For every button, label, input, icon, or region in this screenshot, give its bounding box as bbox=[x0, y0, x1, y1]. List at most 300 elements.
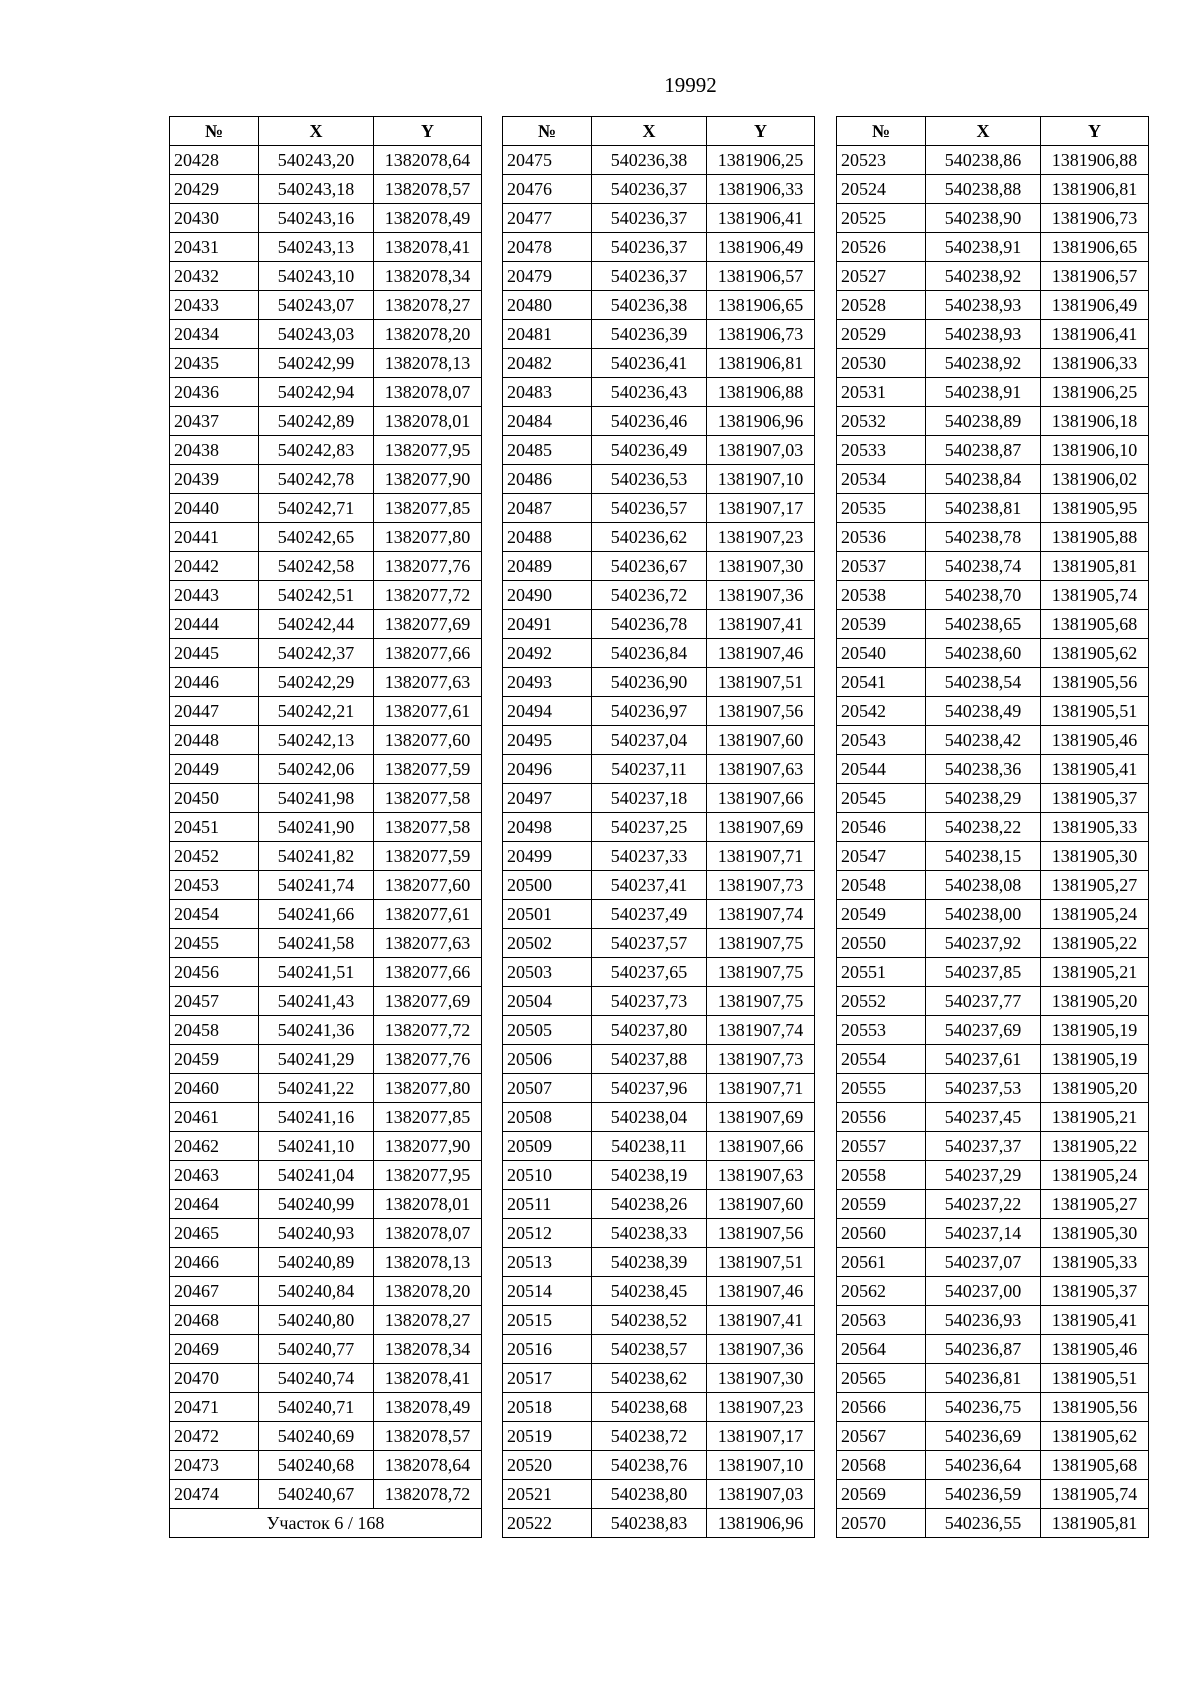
table-header-row bbox=[170, 117, 482, 146]
point-number: 20454 bbox=[170, 900, 259, 929]
table-row bbox=[503, 842, 815, 871]
y-coordinate: 1382077,69 bbox=[374, 610, 482, 639]
x-coordinate: 540236,84 bbox=[592, 639, 707, 668]
point-number: 20443 bbox=[170, 581, 259, 610]
table-row bbox=[170, 552, 482, 581]
y-coordinate: 1381906,73 bbox=[1041, 204, 1149, 233]
y-coordinate: 1381906,41 bbox=[707, 204, 815, 233]
point-number: 20489 bbox=[503, 552, 592, 581]
y-coordinate: 1381906,49 bbox=[707, 233, 815, 262]
point-number: 20450 bbox=[170, 784, 259, 813]
table-row bbox=[837, 726, 1149, 755]
y-coordinate: 1381907,69 bbox=[707, 1103, 815, 1132]
point-number: 20476 bbox=[503, 175, 592, 204]
point-number: 20432 bbox=[170, 262, 259, 291]
table-row bbox=[837, 1422, 1149, 1451]
y-coordinate: 1381905,37 bbox=[1041, 1277, 1149, 1306]
table-row bbox=[503, 320, 815, 349]
point-number: 20509 bbox=[503, 1132, 592, 1161]
y-coordinate: 1381905,68 bbox=[1041, 1451, 1149, 1480]
y-coordinate: 1382078,27 bbox=[374, 1306, 482, 1335]
table-row bbox=[170, 1335, 482, 1364]
x-coordinate: 540242,78 bbox=[259, 465, 374, 494]
table-row bbox=[503, 755, 815, 784]
coordinates-table-2 bbox=[502, 116, 815, 1538]
y-coordinate: 1382077,63 bbox=[374, 668, 482, 697]
x-coordinate: 540241,98 bbox=[259, 784, 374, 813]
point-number: 20464 bbox=[170, 1190, 259, 1219]
y-coordinate: 1381906,96 bbox=[707, 1509, 815, 1538]
y-coordinate: 1381907,51 bbox=[707, 1248, 815, 1277]
table-row bbox=[503, 813, 815, 842]
table-row bbox=[503, 784, 815, 813]
point-number: 20514 bbox=[503, 1277, 592, 1306]
point-number: 20475 bbox=[503, 146, 592, 175]
table-row bbox=[503, 1277, 815, 1306]
point-number: 20494 bbox=[503, 697, 592, 726]
table-row bbox=[837, 813, 1149, 842]
x-coordinate: 540236,67 bbox=[592, 552, 707, 581]
point-number: 20499 bbox=[503, 842, 592, 871]
point-number: 20538 bbox=[837, 581, 926, 610]
y-coordinate: 1381907,30 bbox=[707, 552, 815, 581]
table-row bbox=[837, 1190, 1149, 1219]
x-coordinate: 540237,22 bbox=[926, 1190, 1041, 1219]
x-coordinate: 540238,91 bbox=[926, 378, 1041, 407]
point-number: 20543 bbox=[837, 726, 926, 755]
point-number: 20483 bbox=[503, 378, 592, 407]
table-row bbox=[170, 929, 482, 958]
x-coordinate: 540238,15 bbox=[926, 842, 1041, 871]
x-coordinate: 540238,72 bbox=[592, 1422, 707, 1451]
y-coordinate: 1382077,59 bbox=[374, 842, 482, 871]
x-coordinate: 540240,68 bbox=[259, 1451, 374, 1480]
table-row bbox=[503, 639, 815, 668]
x-coordinate: 540238,29 bbox=[926, 784, 1041, 813]
x-coordinate: 540238,19 bbox=[592, 1161, 707, 1190]
table-row bbox=[170, 1161, 482, 1190]
x-coordinate: 540236,64 bbox=[926, 1451, 1041, 1480]
x-coordinate: 540237,41 bbox=[592, 871, 707, 900]
point-number: 20559 bbox=[837, 1190, 926, 1219]
point-number: 20473 bbox=[170, 1451, 259, 1480]
point-number: 20517 bbox=[503, 1364, 592, 1393]
table-row bbox=[503, 436, 815, 465]
x-coordinate: 540242,58 bbox=[259, 552, 374, 581]
table-row bbox=[503, 1103, 815, 1132]
table-row bbox=[503, 581, 815, 610]
table-row bbox=[837, 639, 1149, 668]
x-coordinate: 540237,65 bbox=[592, 958, 707, 987]
y-coordinate: 1381907,41 bbox=[707, 1306, 815, 1335]
x-coordinate: 540236,49 bbox=[592, 436, 707, 465]
x-coordinate: 540236,90 bbox=[592, 668, 707, 697]
y-coordinate: 1382077,72 bbox=[374, 581, 482, 610]
point-number: 20561 bbox=[837, 1248, 926, 1277]
y-coordinate: 1381906,33 bbox=[707, 175, 815, 204]
x-coordinate: 540240,74 bbox=[259, 1364, 374, 1393]
x-coordinate: 540237,53 bbox=[926, 1074, 1041, 1103]
y-coordinate: 1381907,63 bbox=[707, 755, 815, 784]
y-coordinate: 1381907,46 bbox=[707, 639, 815, 668]
y-coordinate: 1381907,75 bbox=[707, 929, 815, 958]
point-number: 20546 bbox=[837, 813, 926, 842]
x-coordinate: 540238,60 bbox=[926, 639, 1041, 668]
point-number: 20524 bbox=[837, 175, 926, 204]
table-header-row bbox=[837, 117, 1149, 146]
y-coordinate: 1381907,10 bbox=[707, 1451, 815, 1480]
point-number: 20518 bbox=[503, 1393, 592, 1422]
table-row bbox=[170, 494, 482, 523]
table-row bbox=[503, 465, 815, 494]
x-coordinate: 540237,45 bbox=[926, 1103, 1041, 1132]
x-coordinate: 540236,87 bbox=[926, 1335, 1041, 1364]
header-y: Y bbox=[1041, 117, 1149, 146]
y-coordinate: 1381905,41 bbox=[1041, 755, 1149, 784]
point-number: 20508 bbox=[503, 1103, 592, 1132]
x-coordinate: 540242,51 bbox=[259, 581, 374, 610]
x-coordinate: 540240,93 bbox=[259, 1219, 374, 1248]
table-row bbox=[170, 523, 482, 552]
coordinates-table-3 bbox=[836, 116, 1149, 1538]
point-number: 20493 bbox=[503, 668, 592, 697]
point-number: 20533 bbox=[837, 436, 926, 465]
y-coordinate: 1381907,75 bbox=[707, 958, 815, 987]
y-coordinate: 1381905,56 bbox=[1041, 1393, 1149, 1422]
x-coordinate: 540240,80 bbox=[259, 1306, 374, 1335]
y-coordinate: 1382078,57 bbox=[374, 1422, 482, 1451]
point-number: 20531 bbox=[837, 378, 926, 407]
table-row bbox=[170, 1074, 482, 1103]
y-coordinate: 1381906,88 bbox=[1041, 146, 1149, 175]
y-coordinate: 1381907,60 bbox=[707, 726, 815, 755]
header-number: № bbox=[503, 117, 592, 146]
x-coordinate: 540238,49 bbox=[926, 697, 1041, 726]
table-row bbox=[503, 1045, 815, 1074]
x-coordinate: 540237,18 bbox=[592, 784, 707, 813]
y-coordinate: 1382078,49 bbox=[374, 1393, 482, 1422]
point-number: 20539 bbox=[837, 610, 926, 639]
point-number: 20569 bbox=[837, 1480, 926, 1509]
table-row bbox=[837, 1364, 1149, 1393]
table-row bbox=[170, 204, 482, 233]
y-coordinate: 1381906,81 bbox=[1041, 175, 1149, 204]
x-coordinate: 540242,83 bbox=[259, 436, 374, 465]
table-row bbox=[170, 175, 482, 204]
point-number: 20467 bbox=[170, 1277, 259, 1306]
y-coordinate: 1382078,27 bbox=[374, 291, 482, 320]
x-coordinate: 540240,84 bbox=[259, 1277, 374, 1306]
y-coordinate: 1381907,75 bbox=[707, 987, 815, 1016]
point-number: 20523 bbox=[837, 146, 926, 175]
y-coordinate: 1381905,22 bbox=[1041, 929, 1149, 958]
y-coordinate: 1381905,27 bbox=[1041, 871, 1149, 900]
x-coordinate: 540238,62 bbox=[592, 1364, 707, 1393]
point-number: 20536 bbox=[837, 523, 926, 552]
point-number: 20439 bbox=[170, 465, 259, 494]
table-row bbox=[837, 987, 1149, 1016]
y-coordinate: 1382078,49 bbox=[374, 204, 482, 233]
point-number: 20570 bbox=[837, 1509, 926, 1538]
x-coordinate: 540236,38 bbox=[592, 146, 707, 175]
x-coordinate: 540237,49 bbox=[592, 900, 707, 929]
x-coordinate: 540236,37 bbox=[592, 175, 707, 204]
point-number: 20560 bbox=[837, 1219, 926, 1248]
x-coordinate: 540242,44 bbox=[259, 610, 374, 639]
table-row bbox=[837, 1248, 1149, 1277]
table-row bbox=[837, 1335, 1149, 1364]
y-coordinate: 1382078,07 bbox=[374, 378, 482, 407]
table-row bbox=[170, 1480, 482, 1509]
point-number: 20488 bbox=[503, 523, 592, 552]
point-number: 20532 bbox=[837, 407, 926, 436]
table-row bbox=[837, 1509, 1149, 1538]
table-row bbox=[837, 1074, 1149, 1103]
y-coordinate: 1381907,74 bbox=[707, 1016, 815, 1045]
table-row bbox=[503, 1422, 815, 1451]
table-row bbox=[837, 1393, 1149, 1422]
table-row bbox=[170, 320, 482, 349]
table-row bbox=[170, 233, 482, 262]
y-coordinate: 1381907,56 bbox=[707, 697, 815, 726]
x-coordinate: 540241,82 bbox=[259, 842, 374, 871]
point-number: 20530 bbox=[837, 349, 926, 378]
x-coordinate: 540241,04 bbox=[259, 1161, 374, 1190]
y-coordinate: 1382077,69 bbox=[374, 987, 482, 1016]
y-coordinate: 1381905,88 bbox=[1041, 523, 1149, 552]
point-number: 20429 bbox=[170, 175, 259, 204]
x-coordinate: 540243,13 bbox=[259, 233, 374, 262]
table-row bbox=[503, 1364, 815, 1393]
y-coordinate: 1381906,49 bbox=[1041, 291, 1149, 320]
x-coordinate: 540238,89 bbox=[926, 407, 1041, 436]
x-coordinate: 540243,07 bbox=[259, 291, 374, 320]
point-number: 20486 bbox=[503, 465, 592, 494]
y-coordinate: 1381905,21 bbox=[1041, 958, 1149, 987]
y-coordinate: 1381906,81 bbox=[707, 349, 815, 378]
point-number: 20487 bbox=[503, 494, 592, 523]
point-number: 20521 bbox=[503, 1480, 592, 1509]
x-coordinate: 540242,29 bbox=[259, 668, 374, 697]
table-row bbox=[170, 1364, 482, 1393]
x-coordinate: 540236,62 bbox=[592, 523, 707, 552]
x-coordinate: 540238,39 bbox=[592, 1248, 707, 1277]
table-row bbox=[837, 175, 1149, 204]
table-row bbox=[170, 755, 482, 784]
point-number: 20548 bbox=[837, 871, 926, 900]
point-number: 20516 bbox=[503, 1335, 592, 1364]
y-coordinate: 1381905,21 bbox=[1041, 1103, 1149, 1132]
table-row bbox=[170, 1306, 482, 1335]
table-row bbox=[503, 987, 815, 1016]
table-row bbox=[503, 1161, 815, 1190]
table-row bbox=[170, 987, 482, 1016]
x-coordinate: 540238,70 bbox=[926, 581, 1041, 610]
point-number: 20474 bbox=[170, 1480, 259, 1509]
y-coordinate: 1382077,95 bbox=[374, 436, 482, 465]
point-number: 20505 bbox=[503, 1016, 592, 1045]
point-number: 20557 bbox=[837, 1132, 926, 1161]
table-row bbox=[503, 1393, 815, 1422]
y-coordinate: 1381905,30 bbox=[1041, 1219, 1149, 1248]
y-coordinate: 1381905,68 bbox=[1041, 610, 1149, 639]
x-coordinate: 540242,99 bbox=[259, 349, 374, 378]
point-number: 20434 bbox=[170, 320, 259, 349]
table-row bbox=[837, 1132, 1149, 1161]
x-coordinate: 540242,65 bbox=[259, 523, 374, 552]
y-coordinate: 1381905,56 bbox=[1041, 668, 1149, 697]
x-coordinate: 540237,61 bbox=[926, 1045, 1041, 1074]
x-coordinate: 540238,91 bbox=[926, 233, 1041, 262]
x-coordinate: 540237,37 bbox=[926, 1132, 1041, 1161]
point-number: 20480 bbox=[503, 291, 592, 320]
point-number: 20465 bbox=[170, 1219, 259, 1248]
x-coordinate: 540243,10 bbox=[259, 262, 374, 291]
x-coordinate: 540238,92 bbox=[926, 349, 1041, 378]
y-coordinate: 1381906,25 bbox=[1041, 378, 1149, 407]
y-coordinate: 1381907,51 bbox=[707, 668, 815, 697]
x-coordinate: 540236,53 bbox=[592, 465, 707, 494]
table-row bbox=[170, 581, 482, 610]
table-row bbox=[170, 1451, 482, 1480]
x-coordinate: 540237,33 bbox=[592, 842, 707, 871]
y-coordinate: 1382078,64 bbox=[374, 1451, 482, 1480]
y-coordinate: 1381907,69 bbox=[707, 813, 815, 842]
table-row bbox=[170, 1393, 482, 1422]
x-coordinate: 540238,68 bbox=[592, 1393, 707, 1422]
table-row bbox=[837, 581, 1149, 610]
point-number: 20468 bbox=[170, 1306, 259, 1335]
x-coordinate: 540238,22 bbox=[926, 813, 1041, 842]
point-number: 20528 bbox=[837, 291, 926, 320]
table-row bbox=[837, 1161, 1149, 1190]
table-row bbox=[503, 668, 815, 697]
point-number: 20496 bbox=[503, 755, 592, 784]
x-coordinate: 540238,76 bbox=[592, 1451, 707, 1480]
table-row bbox=[837, 668, 1149, 697]
y-coordinate: 1381905,22 bbox=[1041, 1132, 1149, 1161]
x-coordinate: 540238,00 bbox=[926, 900, 1041, 929]
point-number: 20441 bbox=[170, 523, 259, 552]
point-number: 20461 bbox=[170, 1103, 259, 1132]
x-coordinate: 540237,80 bbox=[592, 1016, 707, 1045]
table-row bbox=[170, 900, 482, 929]
table-row bbox=[503, 407, 815, 436]
y-coordinate: 1382077,66 bbox=[374, 639, 482, 668]
x-coordinate: 540242,13 bbox=[259, 726, 374, 755]
y-coordinate: 1381907,17 bbox=[707, 494, 815, 523]
point-number: 20519 bbox=[503, 1422, 592, 1451]
table-row bbox=[503, 900, 815, 929]
table-row bbox=[170, 1045, 482, 1074]
x-coordinate: 540237,29 bbox=[926, 1161, 1041, 1190]
x-coordinate: 540243,18 bbox=[259, 175, 374, 204]
table-row bbox=[837, 291, 1149, 320]
point-number: 20563 bbox=[837, 1306, 926, 1335]
y-coordinate: 1381905,20 bbox=[1041, 987, 1149, 1016]
point-number: 20497 bbox=[503, 784, 592, 813]
x-coordinate: 540241,51 bbox=[259, 958, 374, 987]
table-row bbox=[837, 1451, 1149, 1480]
table-row bbox=[503, 262, 815, 291]
x-coordinate: 540236,37 bbox=[592, 262, 707, 291]
point-number: 20522 bbox=[503, 1509, 592, 1538]
x-coordinate: 540236,55 bbox=[926, 1509, 1041, 1538]
x-coordinate: 540240,71 bbox=[259, 1393, 374, 1422]
point-number: 20565 bbox=[837, 1364, 926, 1393]
table-row bbox=[503, 175, 815, 204]
table-row bbox=[170, 407, 482, 436]
x-coordinate: 540242,06 bbox=[259, 755, 374, 784]
table-row bbox=[170, 871, 482, 900]
y-coordinate: 1381905,51 bbox=[1041, 1364, 1149, 1393]
x-coordinate: 540241,36 bbox=[259, 1016, 374, 1045]
y-coordinate: 1381905,62 bbox=[1041, 1422, 1149, 1451]
x-coordinate: 540238,80 bbox=[592, 1480, 707, 1509]
table-row bbox=[503, 494, 815, 523]
table-row bbox=[837, 523, 1149, 552]
point-number: 20484 bbox=[503, 407, 592, 436]
table-row bbox=[170, 1422, 482, 1451]
x-coordinate: 540240,99 bbox=[259, 1190, 374, 1219]
x-coordinate: 540238,26 bbox=[592, 1190, 707, 1219]
point-number: 20495 bbox=[503, 726, 592, 755]
point-number: 20562 bbox=[837, 1277, 926, 1306]
table-row bbox=[503, 204, 815, 233]
x-coordinate: 540241,90 bbox=[259, 813, 374, 842]
x-coordinate: 540238,33 bbox=[592, 1219, 707, 1248]
y-coordinate: 1382078,13 bbox=[374, 349, 482, 378]
x-coordinate: 540238,84 bbox=[926, 465, 1041, 494]
table-row bbox=[503, 871, 815, 900]
table-row bbox=[170, 639, 482, 668]
point-number: 20537 bbox=[837, 552, 926, 581]
point-number: 20471 bbox=[170, 1393, 259, 1422]
y-coordinate: 1381905,51 bbox=[1041, 697, 1149, 726]
x-coordinate: 540238,90 bbox=[926, 204, 1041, 233]
x-coordinate: 540242,89 bbox=[259, 407, 374, 436]
point-number: 20438 bbox=[170, 436, 259, 465]
point-number: 20452 bbox=[170, 842, 259, 871]
point-number: 20458 bbox=[170, 1016, 259, 1045]
y-coordinate: 1381905,20 bbox=[1041, 1074, 1149, 1103]
x-coordinate: 540238,92 bbox=[926, 262, 1041, 291]
y-coordinate: 1381907,36 bbox=[707, 581, 815, 610]
x-coordinate: 540238,11 bbox=[592, 1132, 707, 1161]
plot-label: Участок 6 / 168 bbox=[170, 1509, 482, 1538]
x-coordinate: 540240,77 bbox=[259, 1335, 374, 1364]
y-coordinate: 1381906,73 bbox=[707, 320, 815, 349]
point-number: 20507 bbox=[503, 1074, 592, 1103]
x-coordinate: 540237,92 bbox=[926, 929, 1041, 958]
y-coordinate: 1382077,66 bbox=[374, 958, 482, 987]
y-coordinate: 1381906,10 bbox=[1041, 436, 1149, 465]
point-number: 20513 bbox=[503, 1248, 592, 1277]
table-row bbox=[837, 871, 1149, 900]
point-number: 20566 bbox=[837, 1393, 926, 1422]
y-coordinate: 1381905,33 bbox=[1041, 1248, 1149, 1277]
y-coordinate: 1381905,81 bbox=[1041, 552, 1149, 581]
table-row bbox=[170, 146, 482, 175]
y-coordinate: 1382078,07 bbox=[374, 1219, 482, 1248]
y-coordinate: 1381905,33 bbox=[1041, 813, 1149, 842]
header-x: X bbox=[259, 117, 374, 146]
point-number: 20445 bbox=[170, 639, 259, 668]
y-coordinate: 1381907,60 bbox=[707, 1190, 815, 1219]
point-number: 20428 bbox=[170, 146, 259, 175]
table-row bbox=[837, 349, 1149, 378]
y-coordinate: 1382077,72 bbox=[374, 1016, 482, 1045]
